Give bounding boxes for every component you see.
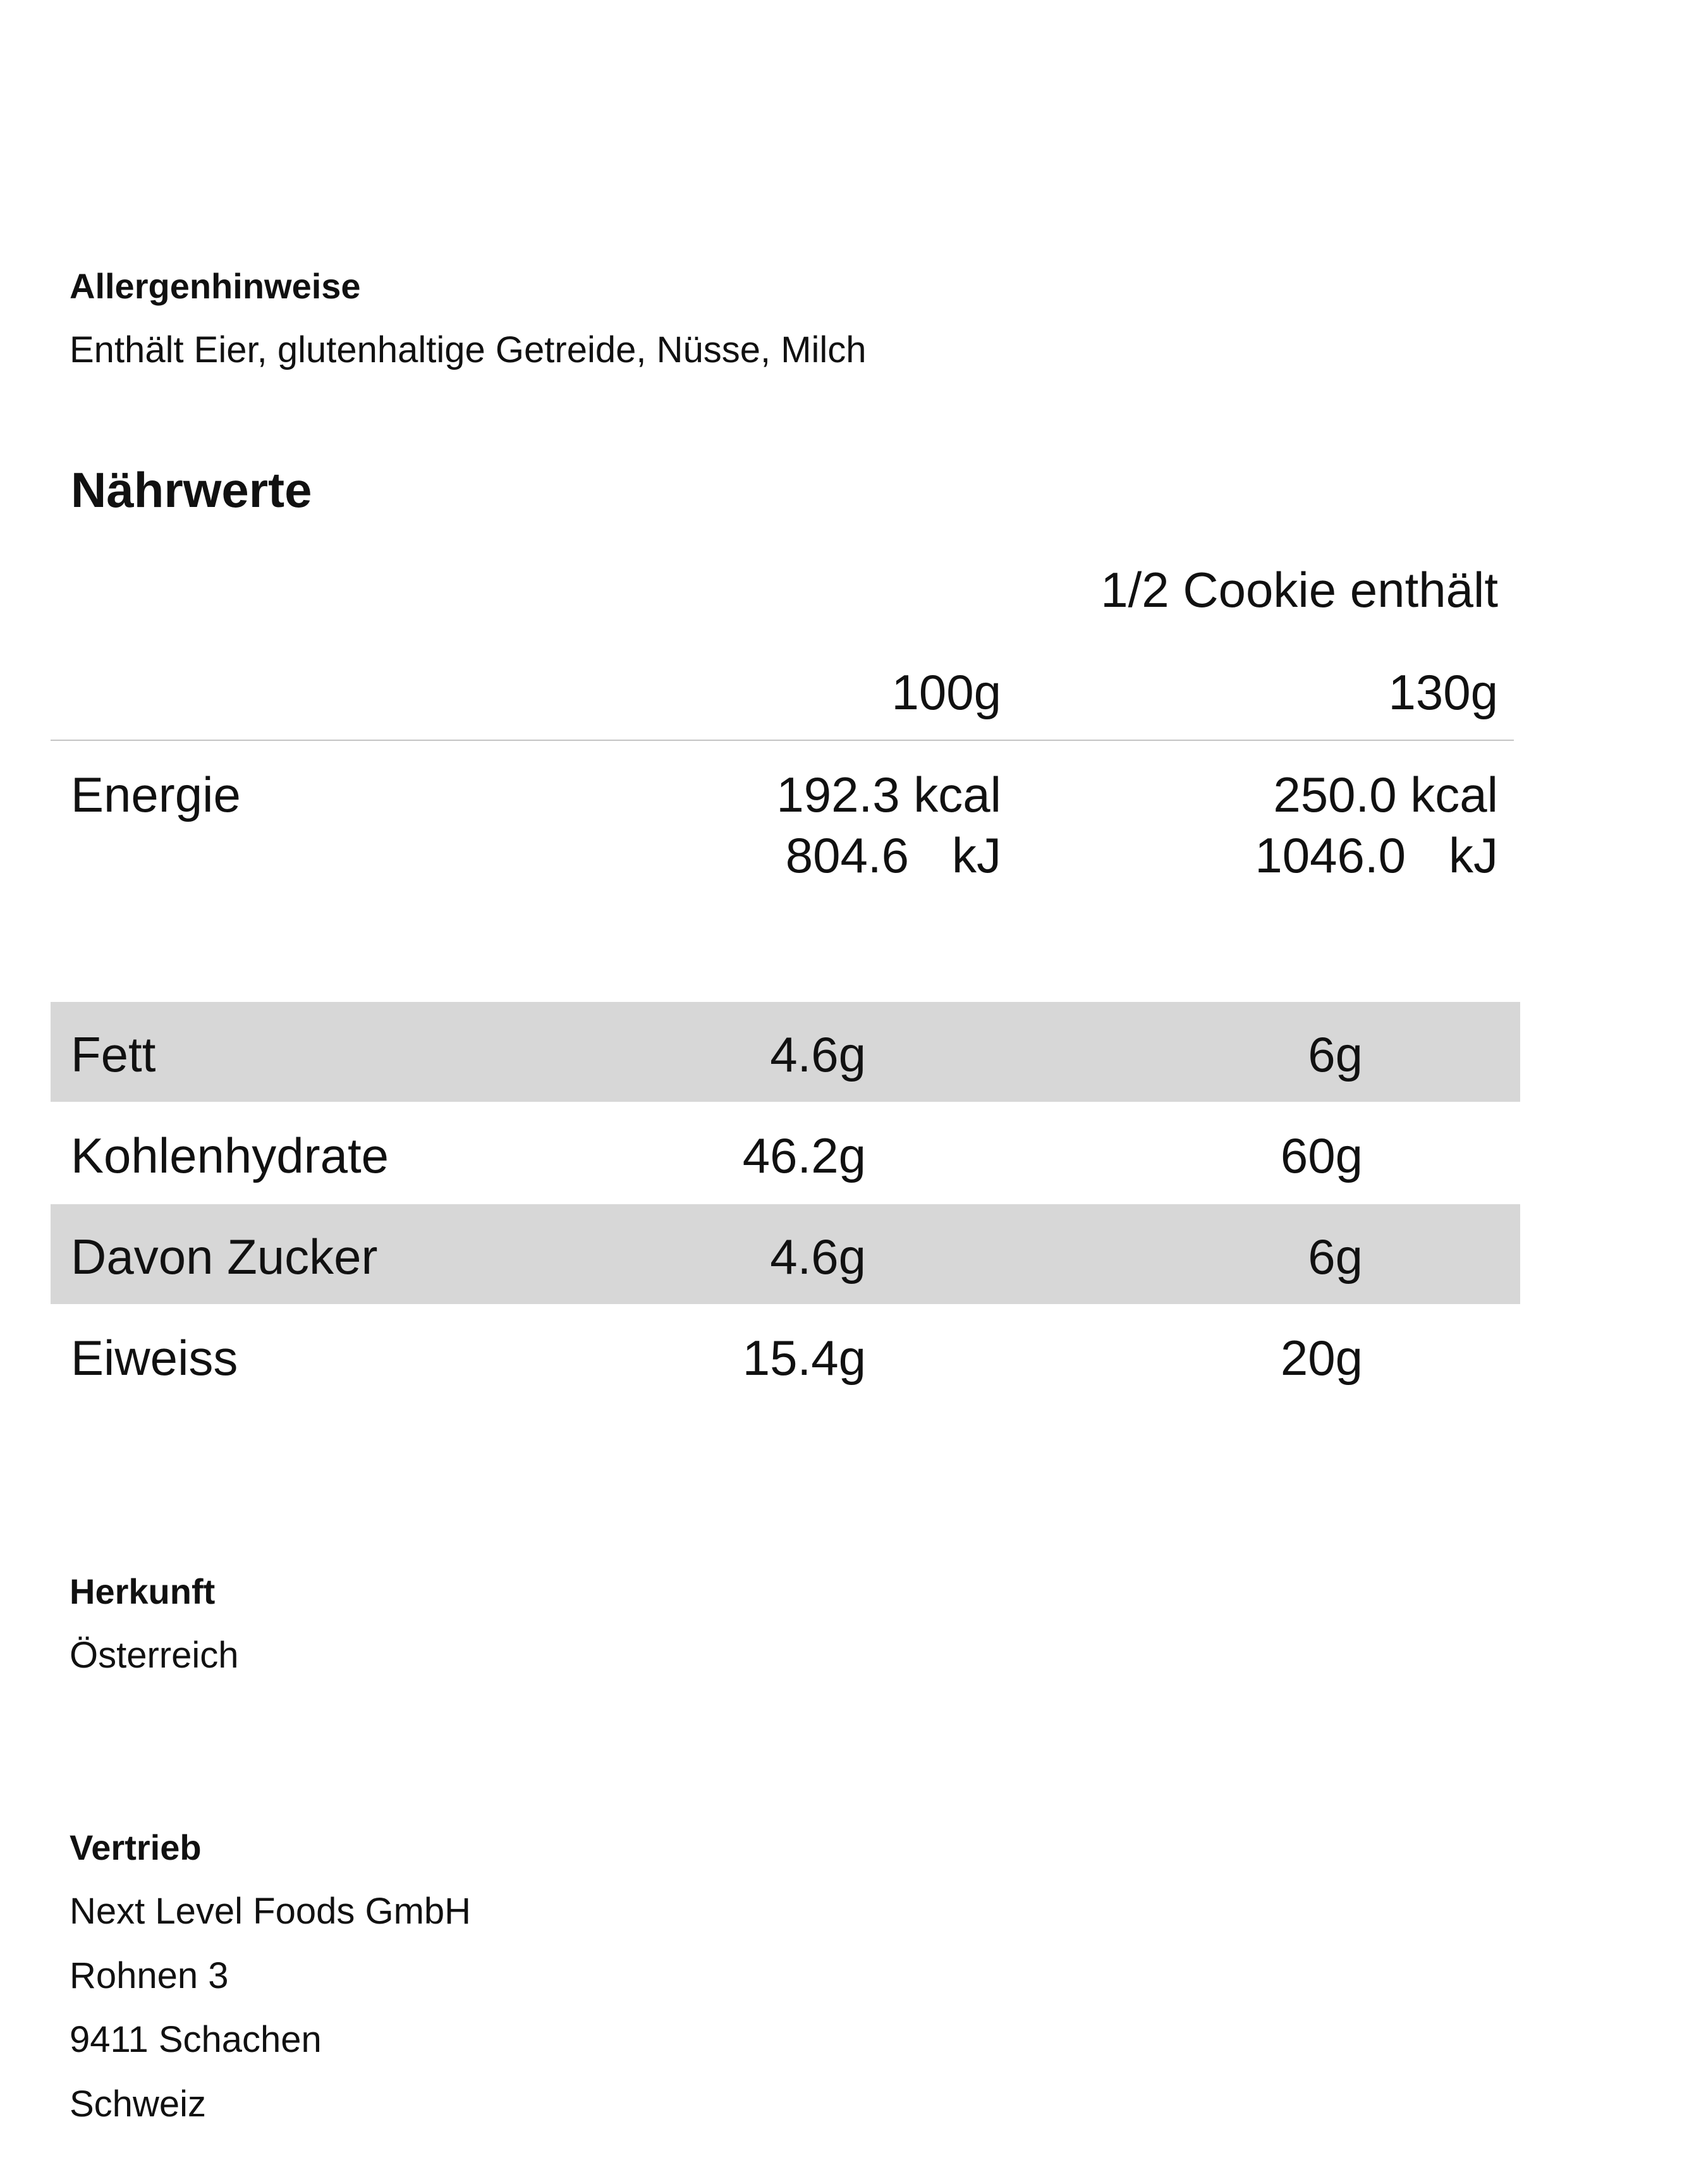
table-row-kohlenhydrate (51, 1103, 1520, 1203)
distribution-company: Next Level Foods GmbH (70, 1891, 472, 1932)
column-header-100g: 100g (891, 664, 1001, 720)
distribution-heading: Vertrieb (70, 1827, 202, 1867)
energy-kcal-130g: 250.0 kcal (1273, 767, 1498, 822)
allergens-text: Enthält Eier, glutenhaltige Getreide, Nüsse, Milch (70, 329, 867, 370)
row-value-100g: 15.4g (742, 1330, 866, 1386)
nutrition-title: Nährwerte (71, 462, 312, 518)
energy-kj-100g-value: 804.6 (785, 827, 909, 883)
energy-kj-100g (786, 827, 1001, 884)
serving-header: 1/2 Cookie enthält (1100, 562, 1498, 618)
row-value-130g: 20g (1280, 1330, 1363, 1386)
origin-heading: Herkunft (70, 1571, 216, 1611)
energy-kj-130g (1255, 827, 1498, 884)
table-divider (51, 740, 1514, 741)
table-row-zucker (51, 1204, 1520, 1304)
energy-kj-100g-unit: kJ (952, 827, 1001, 883)
distribution-country: Schweiz (70, 2083, 206, 2125)
column-header-130g: 130g (1388, 664, 1498, 720)
row-label: Davon Zucker (71, 1229, 378, 1284)
energy-kj-130g-value: 1046.0 (1255, 827, 1406, 883)
distribution-city: 9411 Schachen (70, 2019, 322, 2060)
row-value-100g: 4.6g (770, 1027, 866, 1082)
allergens-heading: Allergenhinweise (70, 266, 361, 306)
row-label: Fett (71, 1027, 156, 1082)
energy-label: Energie (71, 767, 241, 822)
row-value-130g: 6g (1308, 1229, 1363, 1284)
row-value-100g: 46.2g (742, 1128, 866, 1183)
table-row-eiweiss (51, 1305, 1520, 1405)
energy-kj-130g-unit: kJ (1449, 827, 1498, 883)
row-value-130g: 6g (1308, 1027, 1363, 1082)
energy-kcal-100g: 192.3 kcal (776, 767, 1001, 822)
distribution-street: Rohnen 3 (70, 1955, 229, 1996)
table-row-fett (51, 1002, 1520, 1102)
origin-text: Österreich (70, 1635, 239, 1676)
row-value-130g: 60g (1280, 1128, 1363, 1183)
row-label: Kohlenhydrate (71, 1128, 389, 1183)
row-label: Eiweiss (71, 1330, 238, 1386)
row-value-100g: 4.6g (770, 1229, 866, 1284)
